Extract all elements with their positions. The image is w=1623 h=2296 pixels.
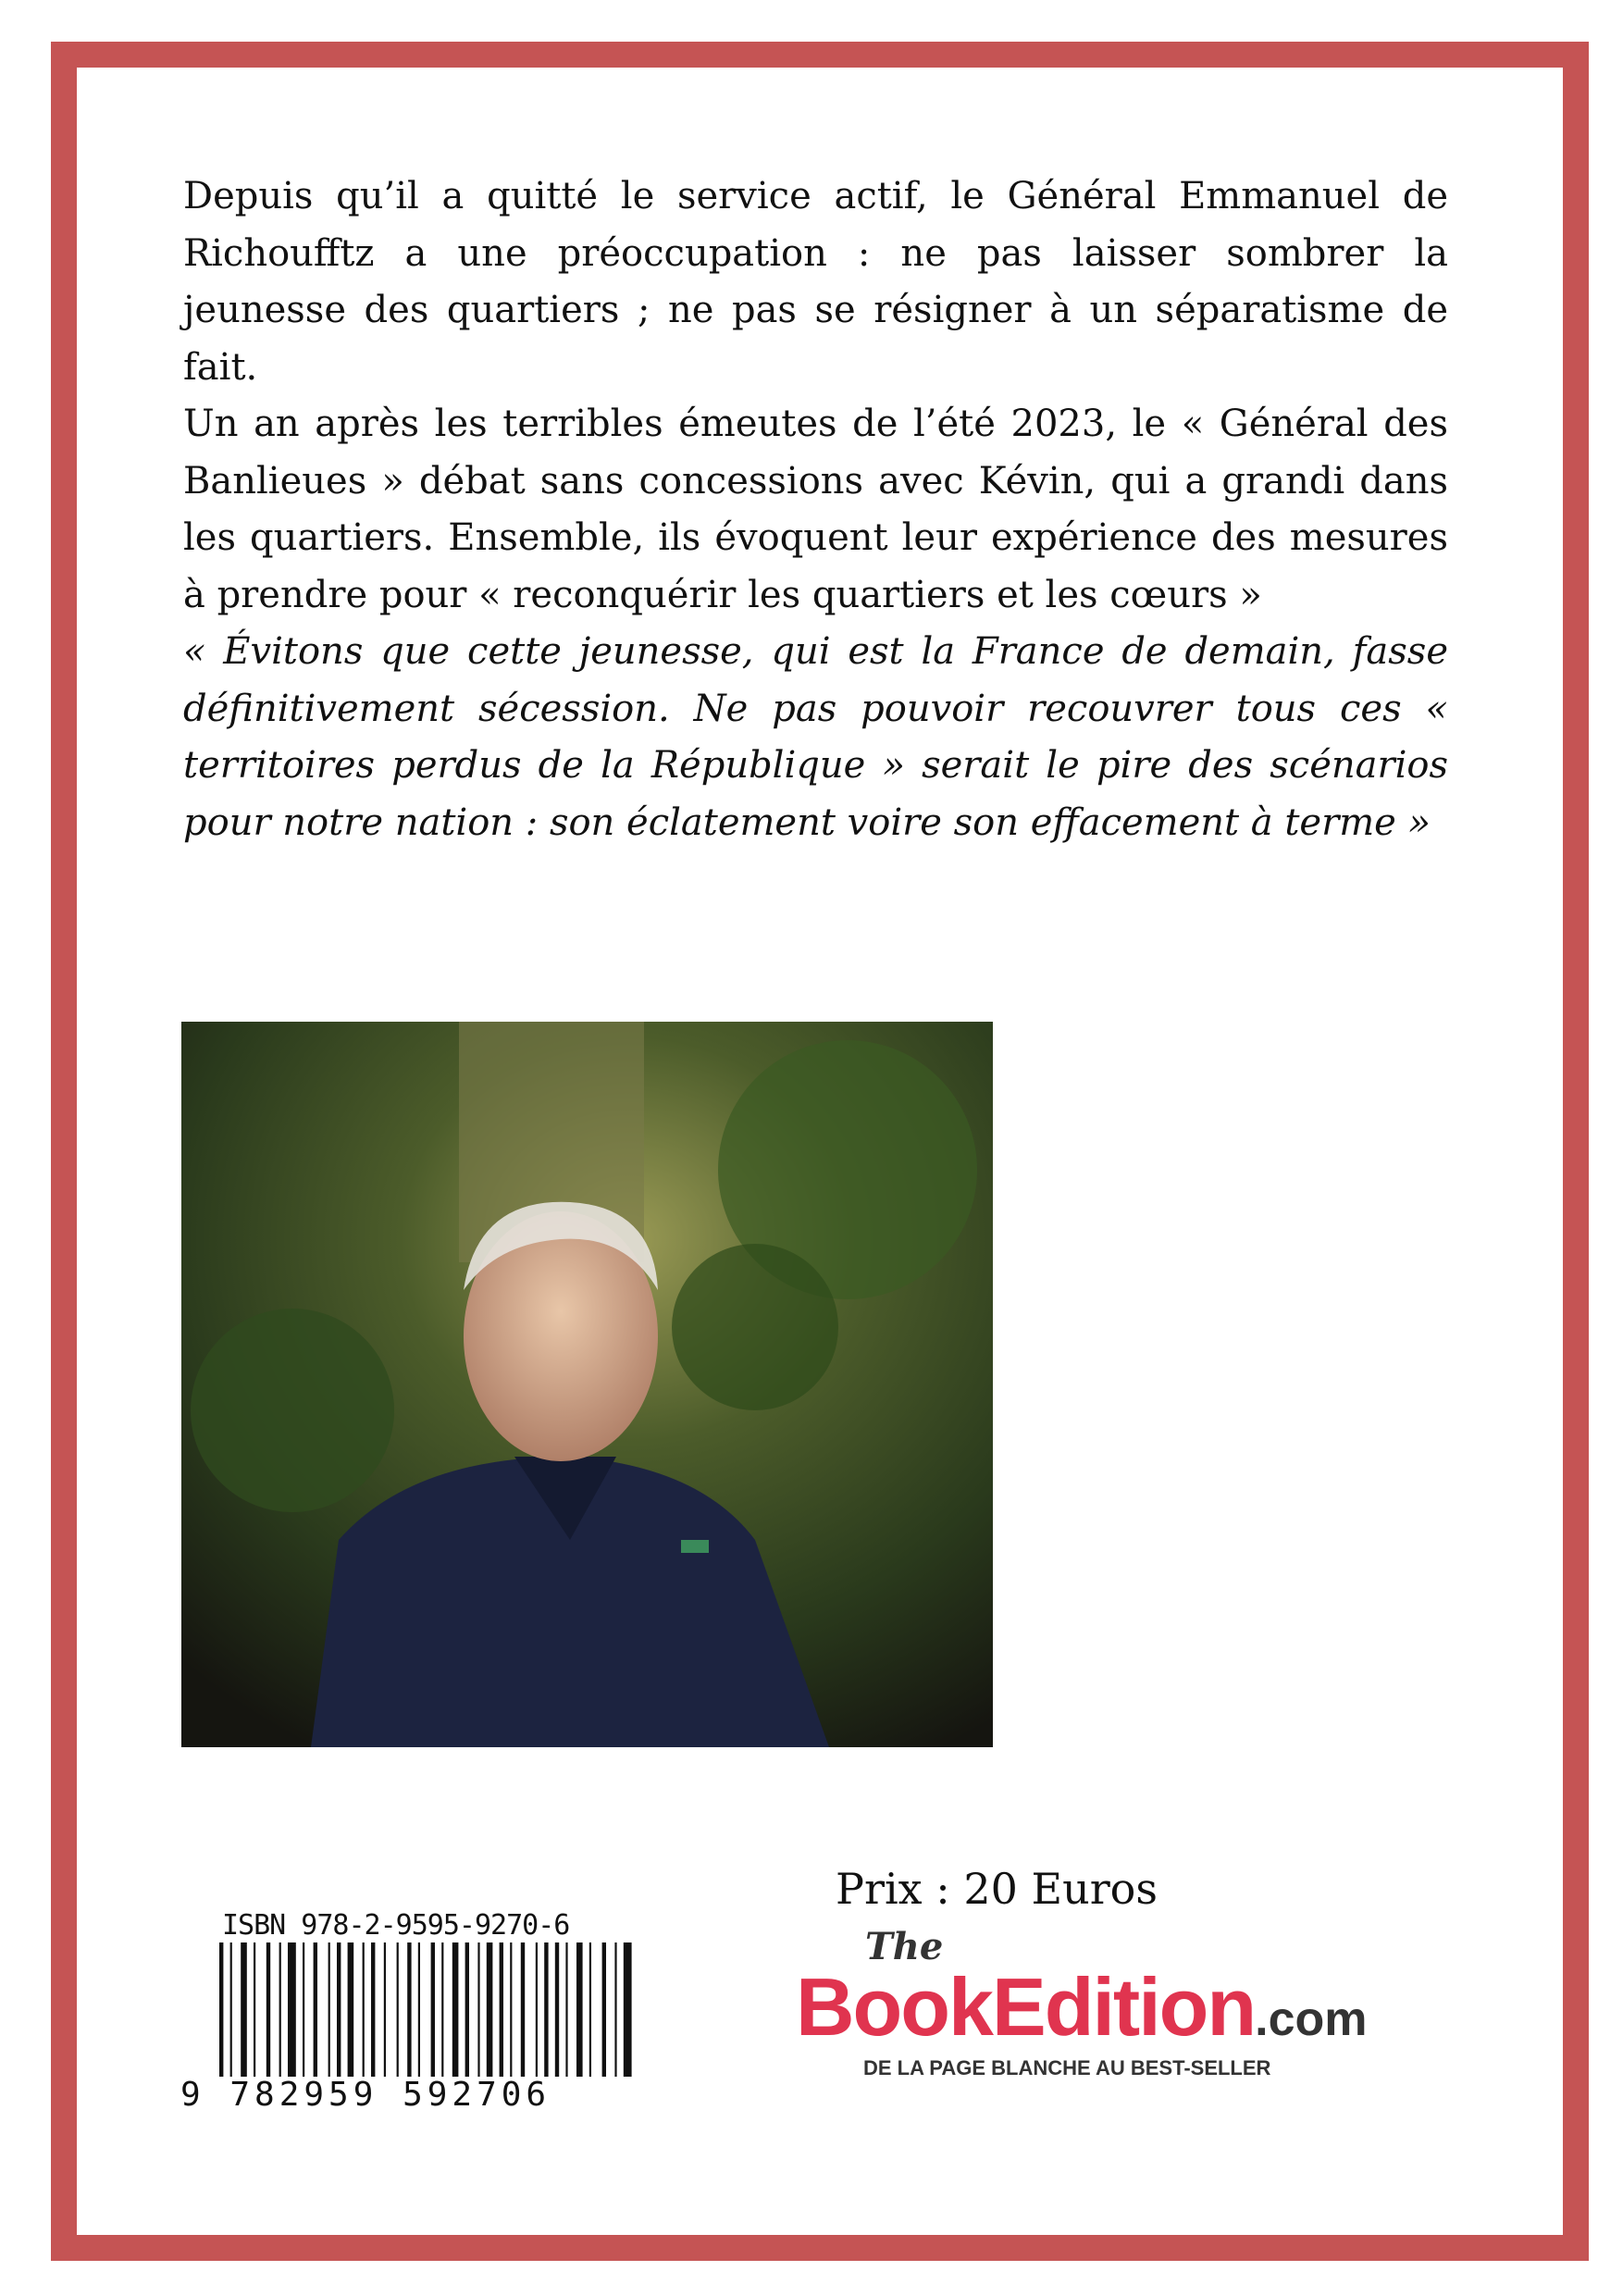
paragraph-summary: Un an après les terribles émeutes de l’été 2023, le « Général des Banlieues » débat sans concessions avec Kévin, qui a grandi dans les quartiers. Ensemble, ils évoquent leur expérience des mesures à prendre pour « reconquérir les quartiers et les cœurs » (183, 403, 1448, 616)
logo-name: BookEdition (796, 1961, 1256, 2053)
publisher-logo (796, 1925, 1388, 2091)
isbn-barcode (180, 1909, 634, 2113)
barcode-digits: 9 782959 592706 (180, 2076, 551, 2114)
author-photo (181, 1022, 993, 1747)
logo-wordmark (796, 1960, 1368, 2054)
barcode-bars (217, 1942, 634, 2077)
logo-suffix: .com (1255, 1992, 1368, 2046)
isbn-label: ISBN 978-2-9595-9270-6 (222, 1909, 570, 1942)
price-label: Prix : 20 Euros (836, 1864, 1158, 1914)
back-cover-text (183, 168, 1448, 851)
paragraph-intro: Depuis qu’il a quitté le service actif, le Général Emmanuel de Richoufftz a une préoccupation : ne pas laisser sombrer la jeunesse des quartiers ; ne pas se résigner à un séparatisme de fait. (183, 175, 1448, 389)
logo-tagline: DE LA PAGE BLANCHE AU BEST-SELLER (863, 2056, 1271, 2079)
quote-paragraph: « Évitons que cette jeunesse, qui est la France de demain, fasse définitivement sécession. Ne pas pouvoir recouvrer tous ces « territoires perdus de la République » serait le pire des scénarios pour notre nation : son éclatement voire son effacement à terme » (183, 630, 1448, 844)
logo-the: The (865, 1925, 944, 1968)
